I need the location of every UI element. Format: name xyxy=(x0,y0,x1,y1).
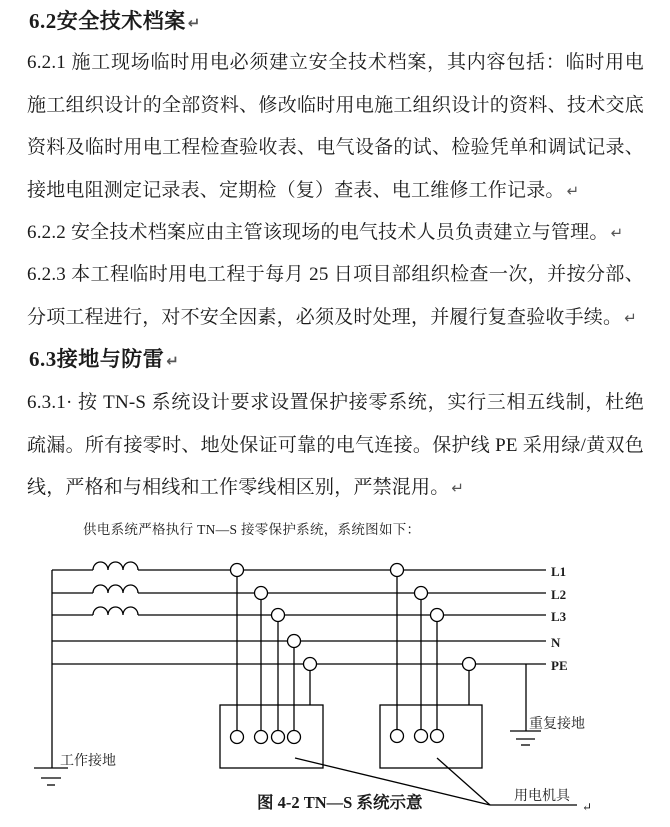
wire-l3 xyxy=(52,607,546,615)
wire-label-l3: L3 xyxy=(551,609,567,624)
wire-l2 xyxy=(52,585,546,593)
paragraph-mark: ↵ xyxy=(624,309,637,327)
wire-label-pe: PE xyxy=(551,658,568,673)
para-621-line-3 xyxy=(27,137,644,159)
line-text: 线，严格和与相线和工作零线相区别，严禁混用。 xyxy=(27,477,450,498)
paragraph-mark: ↵ xyxy=(582,800,593,814)
winding-coil-icon xyxy=(93,585,138,593)
line-text: 施工组织设计的全部资料、修改临时用电施工组织设计的资料、技术交底 xyxy=(27,95,644,116)
para-631-line-2 xyxy=(27,435,644,457)
box2-drop-lines xyxy=(397,577,469,729)
para-621-line-4 xyxy=(27,180,644,202)
paragraph-mark: ↵ xyxy=(610,224,624,242)
line-text: 6.3.1· 按 TN-S 系统设计要求设置保护接零系统，实行三相五线制，杜绝 xyxy=(27,392,644,413)
line-text: 接地电阻测定记录表、定期检（复）查表、电工维修工作记录。 xyxy=(27,180,565,201)
diagram-intro-text: 供电系统严格执行 TN—S 接零保护系统，系统图如下： xyxy=(83,522,421,537)
para-631-line-1 xyxy=(27,392,644,414)
paragraph-mark: ↵ xyxy=(451,479,465,497)
heading-text: 6.3接地与防雷 xyxy=(29,347,165,371)
line-text: 分项工程进行，对不安全因素，必须及时处理，并履行复查验收手续。 xyxy=(27,307,623,328)
line-text: 6.2.1 施工现场临时用电必须建立安全技术档案，其内容包括：临时用电 xyxy=(27,52,644,73)
equipment-label: 用电机具 xyxy=(514,789,570,804)
wire-l1 xyxy=(52,562,546,570)
figure-caption: 图 4-2 TN—S 系统示意 xyxy=(257,793,423,812)
section-heading-6-2 xyxy=(29,9,646,33)
box1-inner-terminals xyxy=(231,731,301,744)
winding-coil-icon xyxy=(93,607,138,615)
box2-tap-terminals xyxy=(391,564,476,671)
wire-label-n: N xyxy=(551,635,561,650)
working-ground-label: 工作接地 xyxy=(60,754,116,769)
wire-label-l2: L2 xyxy=(551,587,567,602)
tns-system-diagram xyxy=(0,550,670,827)
heading-text: 6.2安全技术档案 xyxy=(29,9,186,33)
line-text: 疏漏。所有接零时、地处保证可靠的电气连接。保护线 PE 采用绿/黄双色 xyxy=(27,435,644,456)
box1-drop-lines xyxy=(237,577,310,730)
paragraph-mark: ↵ xyxy=(187,14,201,32)
repeat-ground-symbol xyxy=(510,731,541,745)
line-text: 6.2.3 本工程临时用电工程于每月 25 日项目部组织检查一次，并按分部、 xyxy=(27,264,644,285)
para-621-line-2 xyxy=(27,95,644,117)
winding-coil-icon xyxy=(93,562,138,570)
line-text: 资料及临时用电工程检查验收表、电气设备的试、检验凭单和调试记录、 xyxy=(27,137,644,158)
wire-label-l1: L1 xyxy=(551,564,567,579)
repeat-ground-label: 重复接地 xyxy=(529,717,585,732)
section-heading-6-3 xyxy=(29,347,646,371)
para-623-line-2 xyxy=(27,307,644,329)
para-623-line-1 xyxy=(27,264,644,286)
working-ground-symbol xyxy=(34,768,68,785)
box1-tap-terminals xyxy=(231,564,317,671)
paragraph-mark: ↵ xyxy=(566,182,580,200)
para-621-line-1 xyxy=(27,52,644,74)
line-text: 6.2.2 安全技术档案应由主管该现场的电气技术人员负责建立与管理。 xyxy=(27,222,609,243)
para-622 xyxy=(27,222,644,244)
box2-inner-terminals xyxy=(391,730,444,743)
para-631-line-3 xyxy=(27,477,644,499)
paragraph-mark: ↵ xyxy=(166,352,180,370)
